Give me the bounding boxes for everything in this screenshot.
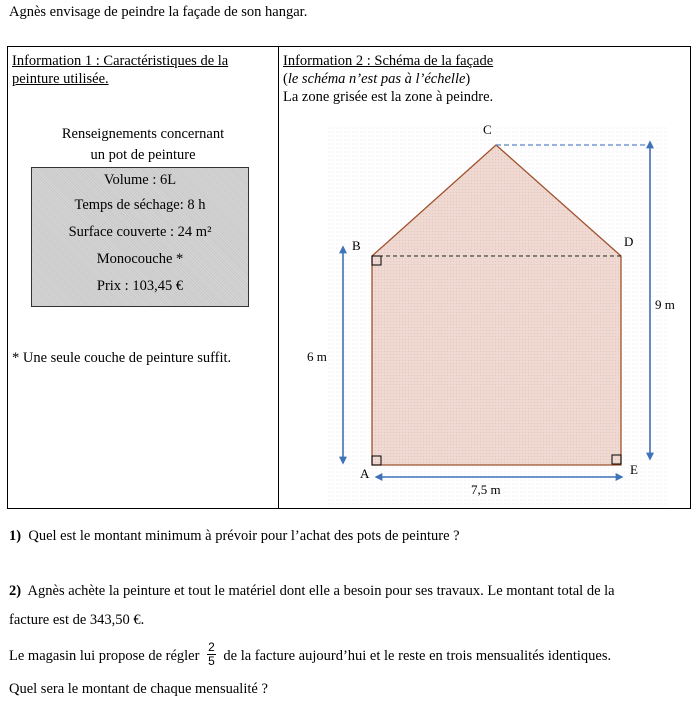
question-2-number: 2) xyxy=(9,583,22,599)
fraction-two-fifths xyxy=(207,641,216,668)
spec-coverage: Surface couverte : 24 m² xyxy=(68,224,212,240)
question-2-text-after-fraction: de la facture aujourd’hui et le reste en trois mensualités identiques. xyxy=(223,647,612,664)
question-2-line-1 xyxy=(9,583,615,600)
fraction-numerator: 2 xyxy=(208,640,215,654)
information-1-title-cont: peinture utilisée. xyxy=(12,71,109,87)
spec-volume: Volume : 6L xyxy=(103,172,177,188)
question-2-line-2: facture est de 343,50 €. xyxy=(9,612,145,628)
spec-price: Prix : 103,45 € xyxy=(96,278,184,294)
point-e-label: E xyxy=(630,462,638,477)
question-1-number: 1) xyxy=(9,528,22,544)
information-1-title: Information 1 : Caractéristiques de la xyxy=(12,53,229,69)
question-2-text-before-fraction: Le magasin lui propose de régler xyxy=(9,647,200,664)
information-table xyxy=(7,46,691,509)
width-label: 7,5 m xyxy=(471,482,501,497)
facade-diagram xyxy=(8,47,692,510)
information-2-title: Information 2 : Schéma de la façade xyxy=(283,53,494,69)
footnote: * Une seule couche de peinture suffit. xyxy=(12,350,232,366)
spec-heading-line: un pot de peinture xyxy=(90,147,196,163)
intro-text: Agnès envisage de peindre la façade de son hangar. xyxy=(9,4,308,20)
point-b-label: B xyxy=(352,238,361,253)
scale-note-italic: le schéma n’est pas à l’échelle xyxy=(287,71,466,87)
spec-drying-time: Temps de séchage: 8 h xyxy=(74,197,206,213)
diagram-description: La zone grisée est la zone à peindre. xyxy=(283,89,494,105)
spec-coats: Monocouche * xyxy=(96,251,184,267)
wall-height-label: 6 m xyxy=(307,349,327,364)
question-1 xyxy=(9,528,460,545)
paren-close: ) xyxy=(465,71,471,87)
total-height-label: 9 m xyxy=(655,297,675,312)
question-1-text: Quel est le montant minimum à prévoir pour l’achat des pots de peinture ? xyxy=(28,528,460,544)
question-2-line-3 xyxy=(9,640,612,670)
point-d-label: D xyxy=(624,234,634,249)
fraction-denominator: 5 xyxy=(208,654,215,668)
question-2-text: Agnès achète la peinture et tout le matériel dont elle a besoin pour ses travaux. Le montant total de la xyxy=(27,583,615,599)
point-c-label: C xyxy=(483,122,492,137)
paren-open: ( xyxy=(283,71,288,87)
question-2-line-4: Quel sera le montant de chaque mensualité ? xyxy=(9,681,268,697)
spec-heading-line: Renseignements concernant xyxy=(61,126,225,142)
point-a-label: A xyxy=(360,466,370,481)
